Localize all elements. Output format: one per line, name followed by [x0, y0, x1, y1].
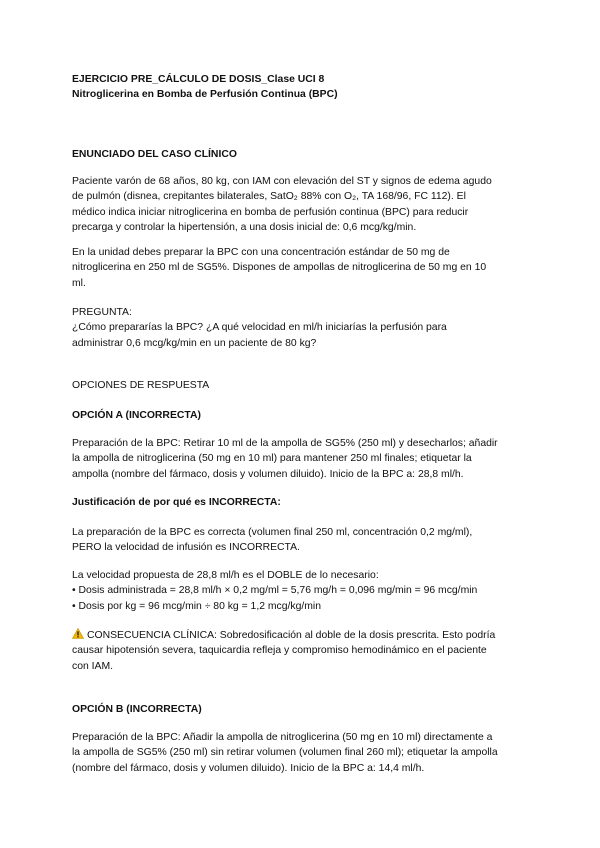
document-header: [72, 72, 534, 103]
question-line: ¿Cómo prepararías la BPC? ¿A qué velocidad en ml/h iniciarías la perfusión para: [72, 322, 447, 334]
option-a-justification-heading: Justificación de por qué es INCORRECTA:: [72, 497, 281, 508]
warning-icon: [72, 628, 84, 639]
bullet-item: • Dosis administrada = 28,8 ml/h × 0,2 mg/ml = 5,76 mg/h = 0,096 mg/min = 96 mcg/min: [72, 585, 478, 597]
question-line: administrar 0,6 mcg/kg/min en un paciente de 80 kg?: [72, 337, 317, 349]
option-a-heading: OPCIÓN A (INCORRECTA): [72, 410, 201, 421]
document-title: EJERCICIO PRE_CÁLCULO DE DOSIS_Clase UCI 8: [72, 74, 325, 85]
option-a-calculation: La velocidad propuesta de 28,8 ml/h es el DOBLE de lo necesario: • Dosis administrada = 28,8 ml/h × 0,2 mg/ml = 5,76 mg/h = 0,096 mg/min = 96 mcg/min • Dosis por kg = 96 mcg/min ÷ 80 kg = 1,2 mcg/kg/min: [72, 568, 534, 614]
bullet-item: • Dosis por kg = 96 mcg/min ÷ 80 kg = 1,2 mcg/kg/min: [72, 600, 322, 612]
question-block: [72, 305, 534, 351]
document-subtitle: Nitroglicerina en Bomba de Perfusión Continua (BPC): [72, 89, 338, 101]
options-heading: OPCIONES DE RESPUESTA: [72, 380, 210, 391]
question-label: PREGUNTA:: [72, 307, 132, 318]
option-b-heading: OPCIÓN B (INCORRECTA): [72, 704, 202, 715]
option-a-consequence: CONSECUENCIA CLÍNICA: Sobredosificación al doble de la dosis prescrita. Esto podría causar hipotensión severa, taquicardia refleja y compromiso hemodinámico en el paciente con IAM.: [72, 630, 496, 672]
option-a-justification: La preparación de la BPC es correcta (volumen final 250 ml, concentración 0,2 mg/ml), PERO la velocidad de infusión es INCORRECTA.: [72, 527, 473, 554]
case-heading: ENUNCIADO DEL CASO CLÍNICO: [72, 149, 237, 160]
case-paragraph-2: En la unidad debes preparar la BPC con una concentración estándar de 50 mg de nitroglicerina en 250 ml de SG5%. Dispones de ampollas de nitroglicerina de 50 mg en 10 ml.: [72, 247, 487, 289]
option-a-text: Preparación de la BPC: Retirar 10 ml de la ampolla de SG5% (250 ml) y desecharlos; añadir la ampolla de nitroglicerina (50 mg en 10 ml) para mantener 250 ml finales; etiquetar la ampolla (nombre del fármaco, dosis y volumen diluido). Inicio de la BPC a: 28,8 ml/h.: [72, 438, 498, 480]
case-paragraph-1: Paciente varón de 68 años, 80 kg, con IAM con elevación del ST y signos de edema agudo de pulmón (disnea, crepitantes bilaterales, SatO₂ 88% con O₂, TA 168/96, FC 112). El médico indica iniciar nitroglicerina en bomba de perfusión continua (BPC) para reducir precarga y controlar la hipertensión, a una dosis inicial de: 0,6 mcg/kg/min.: [72, 176, 492, 234]
option-b-text: Preparación de la BPC: Añadir la ampolla de nitroglicerina (50 mg en 10 ml) directamente a la ampolla de SG5% (250 ml) sin retirar volumen (volumen final 260 ml); etiquetar la ampolla (nombre del fármaco, dosis y volumen diluido). Inicio de la BPC a: 14,4 ml/h.: [72, 732, 498, 774]
